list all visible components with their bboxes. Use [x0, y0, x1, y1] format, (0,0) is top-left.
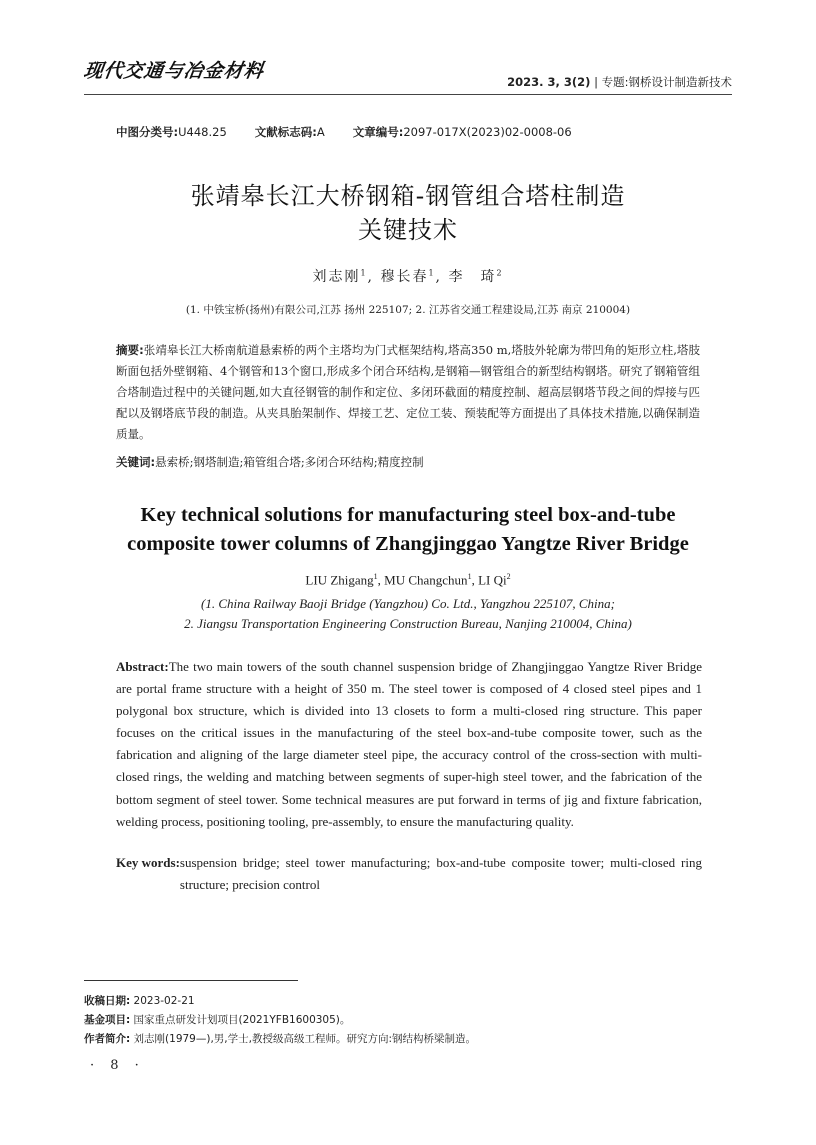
- article-meta: [116, 124, 572, 140]
- header-rule: [84, 94, 732, 95]
- journal-logo: 现代交通与冶金材料: [82, 60, 266, 82]
- author-sep: ,: [377, 572, 385, 588]
- en-author-sup: 1: [373, 572, 378, 581]
- cn-affiliation: (1. 中铁宝桥(扬州)有限公司,江苏 扬州 225107; 2. 江苏省交通工程建设局,江苏 南京 210004): [185, 304, 631, 316]
- received-label: 收稿日期:: [84, 995, 131, 1007]
- author-sep: ,: [435, 269, 449, 285]
- fund-value: 国家重点研发计划项目(2021YFB1600305)。: [133, 1014, 351, 1026]
- en-affiliation-line1: (1. China Railway Baoji Bridge (Yangzhou) Co. Ltd., Yangzhou 225107, China;: [201, 596, 615, 611]
- author-bio-label: 作者简介:: [84, 1033, 131, 1045]
- cn-keywords-text: 悬索桥;钢塔制造;箱管组合塔;多闭合环结构;精度控制: [155, 455, 424, 469]
- cn-title-line2: 关键技术: [358, 216, 458, 244]
- cn-author: 刘志刚: [312, 269, 361, 285]
- en-abstract-text: The two main towers of the south channel suspension bridge of Zhangjinggao Yangtze River Bridge are portal frame structure with a height of 350 m. The steel tower is composed of 4 closed steel pipes and 1 polygonal box structure, which is divided into 13 closets to form a multi-closed ring structure. This paper focuses on the critical issues in the manufacturing of the steel box-and-tube composite tower, such as the fabrication and aligning of the large diameter steel pipe, the accuracy control of the cross-section with multi-closed rings, the welding and matching between segments of super-high steel tower, and the fabrication of the bottom segment of steel tower. Some technical measures are put forward in terms of jig and fixture fabrication, welding process, positioning tooling, pre-assembly, to ensure the manufacturing quality.: [116, 659, 702, 829]
- en-title-line2: composite tower columns of Zhangjinggao Yangtze River Bridge: [127, 533, 689, 555]
- footnote-author: [84, 1031, 476, 1046]
- en-affiliation-line2: 2. Jiangsu Transportation Engineering Construction Bureau, Nanjing 210004, China): [184, 616, 632, 631]
- footnote-received: [84, 993, 195, 1008]
- en-keywords-label: Key words:: [116, 855, 180, 870]
- en-author-sup: 1: [467, 572, 472, 581]
- cn-abstract-label: 摘要:: [116, 343, 144, 357]
- cn-title-line1: 张靖皋长江大桥钢箱-钢管组合塔柱制造: [190, 182, 626, 210]
- en-abstract: [116, 656, 702, 833]
- received-value: 2023-02-21: [133, 995, 195, 1007]
- issue-info: [507, 74, 732, 90]
- en-authors: [0, 572, 816, 588]
- en-title-line1: Key technical solutions for manufacturing steel box-and-tube: [140, 504, 676, 526]
- fund-label: 基金项目:: [84, 1014, 131, 1026]
- cn-keywords: [116, 452, 700, 473]
- en-keywords-text: suspension bridge; steel tower manufacturing; box-and-tube composite tower; multi-closed ring structure; precision control: [179, 855, 702, 892]
- footnote-rule: [84, 980, 298, 981]
- cn-author: 李 琦: [448, 269, 497, 285]
- page-number: · 8 ·: [90, 1058, 145, 1073]
- article-no-value: 2097-017X(2023)02-0008-06: [403, 125, 572, 139]
- en-abstract-label: Abstract:: [116, 659, 169, 674]
- doc-code-value: A: [316, 125, 325, 139]
- cn-keywords-label: 关键词:: [116, 455, 156, 469]
- clc-label: 中图分类号:: [116, 125, 179, 139]
- special-topic: 专题:钢桥设计制造新技术: [601, 75, 732, 89]
- clc-value: U448.25: [178, 125, 227, 139]
- author-sep: ,: [367, 269, 381, 285]
- cn-author-sup: 2: [496, 268, 504, 278]
- cn-author-sup: 1: [428, 268, 436, 278]
- en-keywords: [116, 852, 702, 896]
- author-sep: ,: [471, 572, 479, 588]
- cn-authors: [0, 266, 816, 286]
- cn-abstract: [116, 340, 700, 445]
- header-separator: |: [594, 75, 598, 89]
- author-bio-value: 刘志刚(1979—),男,学士,教授级高级工程师。研究方向:钢结构桥梁制造。: [133, 1033, 477, 1045]
- cn-author-sup: 1: [360, 268, 368, 278]
- doc-code-label: 文献标志码:: [254, 125, 317, 139]
- en-author: MU Changchun: [384, 572, 468, 588]
- footnote-fund: [84, 1012, 350, 1027]
- article-no-label: 文章编号:: [352, 125, 404, 139]
- en-author-sup: 2: [506, 572, 511, 581]
- en-author: LIU Zhigang: [305, 572, 374, 588]
- cn-author: 穆长春: [380, 269, 429, 285]
- en-author: LI Qi: [478, 572, 507, 588]
- cn-abstract-text: 张靖皋长江大桥南航道悬索桥的两个主塔均为门式框架结构,塔高350 m,塔肢外轮廓为带凹角的矩形立柱,塔肢断面包括外壁钢箱、4个钢管和13个窗口,形成多个闭合环结构,是钢箱—钢管组合的新型结构钢塔。研究了钢箱管组合塔制造过程中的关键问题,如大直径钢管的制作和定位、多闭环截面的精度控制、超高层钢塔节段之间的焊接与匹配以及钢塔底节段的制造。从夹具胎架制作、焊接工艺、定位工装、预装配等方面提出了具体技术措施,以确保制造质量。: [116, 343, 700, 441]
- issue-number: 2023. 3, 3(2): [507, 75, 591, 89]
